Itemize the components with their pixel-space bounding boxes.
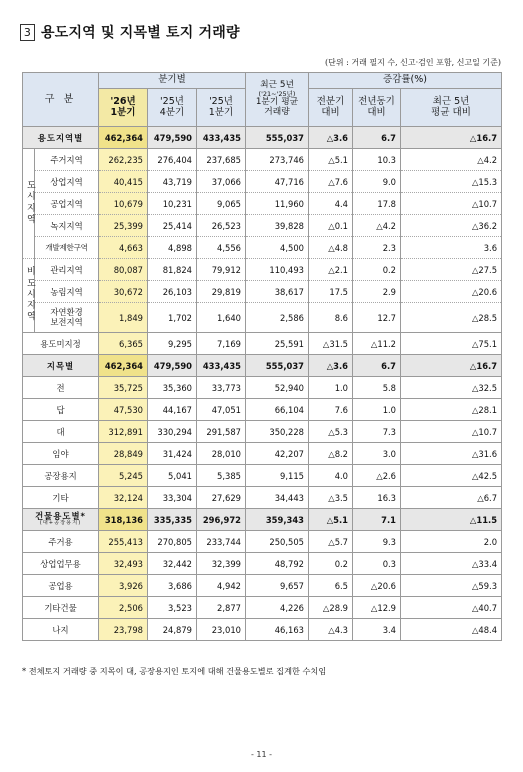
row-label: 용도미지정 (23, 333, 99, 355)
cell: 3.0 (353, 443, 401, 465)
cell: 25,399 (99, 215, 148, 237)
header-change: 증감률(%) (309, 73, 502, 89)
cell: 10,679 (99, 193, 148, 215)
cell: △4.3 (309, 619, 353, 641)
cell: 291,587 (197, 421, 246, 443)
cell: 7.6 (309, 399, 353, 421)
cell: 33,773 (197, 377, 246, 399)
cell: △2.6 (353, 465, 401, 487)
cell: △3.6 (309, 127, 353, 149)
cell: △28.1 (401, 399, 502, 421)
table-row (23, 333, 502, 355)
cell: 479,590 (148, 355, 197, 377)
cell: 555,037 (246, 127, 309, 149)
cell: 32,493 (99, 553, 148, 575)
cell: 4,942 (197, 575, 246, 597)
cell: △10.7 (401, 421, 502, 443)
cell: 5,041 (148, 465, 197, 487)
table-row (23, 259, 502, 281)
cell: △16.7 (401, 355, 502, 377)
cell: 433,435 (197, 127, 246, 149)
cell: 23,798 (99, 619, 148, 641)
cell: 330,294 (148, 421, 197, 443)
cell: 10,231 (148, 193, 197, 215)
header-vs-5yr-avg: 최근 5년 평균 대비 (401, 89, 502, 127)
cell: 81,824 (148, 259, 197, 281)
cell: 34,443 (246, 487, 309, 509)
row-label: 기타 (23, 487, 99, 509)
cell: 6.5 (309, 575, 353, 597)
cell: 43,719 (148, 171, 197, 193)
row-label: 대 (23, 421, 99, 443)
cell: 250,505 (246, 531, 309, 553)
building-total-label: 건물용도별* (35, 511, 86, 522)
cell: △40.7 (401, 597, 502, 619)
row-label: 답 (23, 399, 99, 421)
cell: △20.6 (401, 281, 502, 303)
cell: 1.0 (353, 399, 401, 421)
cell: 7.3 (353, 421, 401, 443)
cell: 237,685 (197, 149, 246, 171)
cell: 7,169 (197, 333, 246, 355)
cell: 273,746 (246, 149, 309, 171)
cell: 3,523 (148, 597, 197, 619)
cell: △10.7 (401, 193, 502, 215)
header-avg5-range: ('21~'25년) (258, 90, 296, 99)
cell: 32,399 (197, 553, 246, 575)
cell: 42,207 (246, 443, 309, 465)
cell: △59.3 (401, 575, 502, 597)
row-label: 녹지지역 (35, 215, 99, 237)
row-label: 공장용지 (23, 465, 99, 487)
cell: 48,792 (246, 553, 309, 575)
table-row (23, 619, 502, 641)
cell: △11.5 (401, 509, 502, 531)
cell: 46,163 (246, 619, 309, 641)
cell: 35,725 (99, 377, 148, 399)
table-row (23, 465, 502, 487)
cell: △11.2 (353, 333, 401, 355)
header-avg5-sub: 1분기 평균 거래량 (255, 97, 299, 117)
cell: △36.2 (401, 215, 502, 237)
building-total-sublabel: (대+공장용지) (39, 520, 82, 527)
table-row-building-total (23, 509, 502, 531)
table-row (23, 553, 502, 575)
cell: 30,672 (99, 281, 148, 303)
cell: 6.7 (353, 355, 401, 377)
cell: 4.4 (309, 193, 353, 215)
cell: △28.9 (309, 597, 353, 619)
table-row-category-total (23, 355, 502, 377)
cell: 350,228 (246, 421, 309, 443)
cell: 29,819 (197, 281, 246, 303)
row-label: 용도지역별 (23, 127, 99, 149)
cell: 40,415 (99, 171, 148, 193)
table-row (23, 193, 502, 215)
cell: 17.8 (353, 193, 401, 215)
cell: 32,442 (148, 553, 197, 575)
cell: 479,590 (148, 127, 197, 149)
row-label: 개발제한구역 (35, 237, 99, 259)
cell: △3.6 (309, 355, 353, 377)
header-vs-prev-quarter: 전분기 대비 (309, 89, 353, 127)
table-row (23, 171, 502, 193)
cell: 31,424 (148, 443, 197, 465)
cell: 2,586 (246, 303, 309, 333)
cell: 270,805 (148, 531, 197, 553)
cell: 3.6 (401, 237, 502, 259)
row-label: 주거용 (23, 531, 99, 553)
cell: 3,686 (148, 575, 197, 597)
header-avg5 (246, 73, 309, 127)
table-row (23, 237, 502, 259)
cell: 25,591 (246, 333, 309, 355)
cell: 276,404 (148, 149, 197, 171)
cell: △6.7 (401, 487, 502, 509)
cell: 9,115 (246, 465, 309, 487)
row-label: 전 (23, 377, 99, 399)
cell: 9,295 (148, 333, 197, 355)
cell: 2,506 (99, 597, 148, 619)
cell: 37,066 (197, 171, 246, 193)
cell: 9.0 (353, 171, 401, 193)
header-q26-1: '26년 1분기 (99, 89, 148, 127)
cell: △3.5 (309, 487, 353, 509)
cell: △5.7 (309, 531, 353, 553)
cell: 4,663 (99, 237, 148, 259)
cell: 80,087 (99, 259, 148, 281)
table-row (23, 303, 502, 333)
table-row (23, 399, 502, 421)
group-label-non-urban: 비 도 시 지 역 (23, 259, 35, 333)
table-row (23, 487, 502, 509)
cell: 2.3 (353, 237, 401, 259)
row-label: 농림지역 (35, 281, 99, 303)
cell: 5,385 (197, 465, 246, 487)
cell: △4.8 (309, 237, 353, 259)
table-row (23, 281, 502, 303)
cell: 4,898 (148, 237, 197, 259)
cell: 38,617 (246, 281, 309, 303)
cell: △12.9 (353, 597, 401, 619)
cell: △31.5 (309, 333, 353, 355)
group-label-urban: 도 시 지 역 (23, 149, 35, 259)
row-label: 임야 (23, 443, 99, 465)
cell: 66,104 (246, 399, 309, 421)
cell: △0.1 (309, 215, 353, 237)
row-label: 주거지역 (35, 149, 99, 171)
cell: 16.3 (353, 487, 401, 509)
header-gubun: 구 분 (23, 73, 99, 127)
table-row (23, 215, 502, 237)
cell: 1.0 (309, 377, 353, 399)
cell: 433,435 (197, 355, 246, 377)
row-label: 공업지역 (35, 193, 99, 215)
row-label: 상업지역 (35, 171, 99, 193)
header-quarterly: 분기별 (99, 73, 246, 89)
cell: △32.5 (401, 377, 502, 399)
cell: △33.4 (401, 553, 502, 575)
cell: 5,245 (99, 465, 148, 487)
cell: 6.7 (353, 127, 401, 149)
row-label: 공업용 (23, 575, 99, 597)
cell: △75.1 (401, 333, 502, 355)
cell: 0.3 (353, 553, 401, 575)
cell: 9,657 (246, 575, 309, 597)
cell: △5.1 (309, 149, 353, 171)
cell: 4,226 (246, 597, 309, 619)
cell: 17.5 (309, 281, 353, 303)
cell: 39,828 (246, 215, 309, 237)
cell: 10.3 (353, 149, 401, 171)
row-label (23, 509, 99, 531)
table-row-zone-total (23, 127, 502, 149)
cell: 24,879 (148, 619, 197, 641)
cell: 25,414 (148, 215, 197, 237)
cell: 23,010 (197, 619, 246, 641)
cell: 4.0 (309, 465, 353, 487)
cell: 79,912 (197, 259, 246, 281)
table-row (23, 597, 502, 619)
table-row (23, 575, 502, 597)
cell: 462,364 (99, 355, 148, 377)
cell: 6,365 (99, 333, 148, 355)
table-row (23, 531, 502, 553)
cell: △8.2 (309, 443, 353, 465)
cell: 2.9 (353, 281, 401, 303)
cell: 7.1 (353, 509, 401, 531)
page-number: - 11 - (250, 750, 273, 759)
cell: 8.6 (309, 303, 353, 333)
cell: 335,335 (148, 509, 197, 531)
cell: 1,702 (148, 303, 197, 333)
cell: △4.2 (353, 215, 401, 237)
table-row (23, 377, 502, 399)
cell: △5.3 (309, 421, 353, 443)
cell: 32,124 (99, 487, 148, 509)
header-avg5-title: 최근 5년 (260, 80, 294, 91)
table-row (23, 443, 502, 465)
row-label: 지목별 (23, 355, 99, 377)
land-transaction-table (22, 72, 502, 641)
cell: 555,037 (246, 355, 309, 377)
cell: △7.6 (309, 171, 353, 193)
unit-note: (단위 : 거래 필지 수, 신고·검인 포함, 신고일 기준) (324, 58, 501, 67)
cell: 359,343 (246, 509, 309, 531)
cell: △2.1 (309, 259, 353, 281)
cell: △42.5 (401, 465, 502, 487)
cell: △31.6 (401, 443, 502, 465)
title-text: 용도지역 및 지목별 토지 거래량 (41, 25, 240, 41)
cell: △4.2 (401, 149, 502, 171)
cell: 296,972 (197, 509, 246, 531)
cell: 0.2 (353, 259, 401, 281)
cell: 312,891 (99, 421, 148, 443)
cell: 33,304 (148, 487, 197, 509)
cell: 1,640 (197, 303, 246, 333)
cell: 2,877 (197, 597, 246, 619)
cell: 2.0 (401, 531, 502, 553)
cell: 1,849 (99, 303, 148, 333)
cell: 27,629 (197, 487, 246, 509)
cell: 12.7 (353, 303, 401, 333)
cell: 9,065 (197, 193, 246, 215)
cell: △27.5 (401, 259, 502, 281)
row-label: 나지 (23, 619, 99, 641)
header-vs-prev-year: 전년동기 대비 (353, 89, 401, 127)
section-marker: 3 (20, 24, 35, 41)
cell: 262,235 (99, 149, 148, 171)
header-q25-4: '25년 4분기 (148, 89, 197, 127)
cell: 35,360 (148, 377, 197, 399)
cell: 4,500 (246, 237, 309, 259)
cell: 0.2 (309, 553, 353, 575)
cell: 5.8 (353, 377, 401, 399)
cell: 28,010 (197, 443, 246, 465)
row-label: 상업업무용 (23, 553, 99, 575)
cell: 3.4 (353, 619, 401, 641)
cell: 52,940 (246, 377, 309, 399)
cell: 3,926 (99, 575, 148, 597)
row-label: 기타건물 (23, 597, 99, 619)
row-label: 자연환경 보전지역 (35, 303, 99, 333)
cell: 255,413 (99, 531, 148, 553)
cell: 9.3 (353, 531, 401, 553)
table-row (23, 149, 502, 171)
cell: △5.1 (309, 509, 353, 531)
cell: 4,556 (197, 237, 246, 259)
cell: 26,103 (148, 281, 197, 303)
cell: △16.7 (401, 127, 502, 149)
cell: 318,136 (99, 509, 148, 531)
cell: 47,051 (197, 399, 246, 421)
row-label: 관리지역 (35, 259, 99, 281)
section-title (20, 22, 240, 42)
cell: 462,364 (99, 127, 148, 149)
footnote: * 전체토지 거래량 중 지목이 대, 공장용지인 토지에 대해 건물용도별로 집계한 수치임 (22, 666, 327, 676)
cell: 47,716 (246, 171, 309, 193)
cell: △48.4 (401, 619, 502, 641)
cell: 28,849 (99, 443, 148, 465)
table-row (23, 421, 502, 443)
cell: 233,744 (197, 531, 246, 553)
cell: △20.6 (353, 575, 401, 597)
cell: 11,960 (246, 193, 309, 215)
cell: △15.3 (401, 171, 502, 193)
header-q25-1: '25년 1분기 (197, 89, 246, 127)
cell: 47,530 (99, 399, 148, 421)
cell: 26,523 (197, 215, 246, 237)
cell: △28.5 (401, 303, 502, 333)
cell: 44,167 (148, 399, 197, 421)
cell: 110,493 (246, 259, 309, 281)
